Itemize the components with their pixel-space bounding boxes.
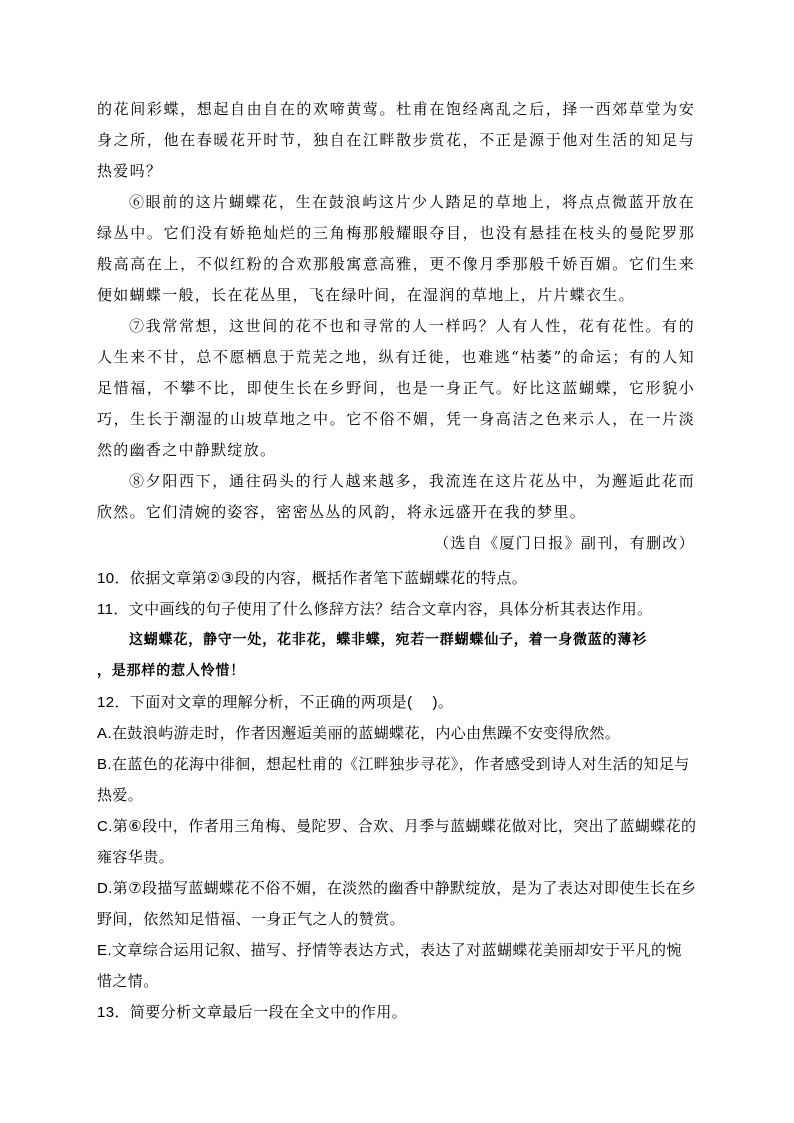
question-12-option-e: E.文章综合运用记叙、描写、抒情等表达方式，表达了对蓝蝴蝶花美丽却安于平凡的惋惜之情。 [97,942,682,990]
question-11-quote-end: ，是那样的惹人怜惜！ [97,663,245,679]
question-11-quote [97,625,697,656]
essay-paragraph-8: ⑧夕阳西下，通往码头的行人越来越多，我流连在这片花丛中，为邂逅此花而欣然。它们清婉的姿容，密密丛丛的风韵，将永远盛开在我的梦里。 [97,472,695,521]
question-10: 10．依据文章第②③段的内容，概括作者笔下蓝蝴蝶花的特点。 [97,570,528,587]
essay-paragraph-7: ⑦我常常想，这世间的花不也和寻常的人一样吗？人有人性，花有花性。有的人生来不甘，总不愿栖息于荒芜之地，纵有迁徙，也难逃“枯萎”的命运；有的人知足惜福，不攀不比，即使生长在乡野间，也是一身正气。好比这蓝蝴蝶，它形貌小巧，生长于潮湿的山坡草地之中。它不俗不媚，凭一身高洁之色来示人，在一片淡然的幽香之中静默绽放。 [97,317,695,459]
essay-paragraph-6: ⑥眼前的这片蝴蝶花，生在鼓浪屿这片少人踏足的草地上，将点点微蓝开放在绿丛中。它们没有娇艳灿烂的三角梅那般耀眼夺目，也没有悬挂在枝头的曼陀罗那般高高在上，不似红粉的合欢那般寓意高雅，更不像月季那般千娇百媚。它们生来便如蝴蝶一般，长在花丛里，飞在绿叶间，在湿润的草地上，片片蝶衣生。 [97,193,695,304]
question-12-option-b: B.在蓝色的花海中徘徊，想起杜甫的《江畔独步寻花》，作者感受到诗人对生活的知足与热爱。 [97,756,690,804]
question-13: 13．简要分析文章最后一段在全文中的作用。 [97,1004,408,1021]
question-12-option-d: D.第⑦段描写蓝蝴蝶花不俗不媚，在淡然的幽香中静默绽放，是为了表达对即使生长在乡野间，依然知足惜福、一身正气之人的赞赏。 [97,880,697,928]
question-11: 11．文中画线的句子使用了什么修辞方法？结合文章内容，具体分析其表达作用。 [97,601,653,618]
essay-paragraph-continued: 的花间彩蝶，想起自由自在的欢啼黄莺。杜甫在饱经离乱之后，择一西郊草堂为安身之所，他在春暖花开时节，独自在江畔散步赏花，不正是源于他对生活的知足与热爱吗？ [97,100,695,180]
question-12-option-c: C.第⑥段中，作者用三角梅、曼陀罗、合欢、月季与蓝蝴蝶花做对比，突出了蓝蝴蝶花的雍容华贵。 [97,818,697,866]
essay-text [97,94,695,559]
question-section [97,563,697,1028]
question-12-option-a: A.在鼓浪屿游走时，作者因邂逅美丽的蓝蝴蝶花，内心由焦躁不安变得欣然。 [97,725,621,742]
question-11-quote-text: 这蝴蝶花，静守一处，花非花，蝶非蝶，宛若一群蝴蝶仙子，着一身微蓝的薄衫 [129,632,647,648]
question-12: 12．下面对文章的理解分析，不正确的两项是( )。 [97,694,454,711]
essay-source: （选自《厦门日报》副刊，有删改） [434,534,695,552]
